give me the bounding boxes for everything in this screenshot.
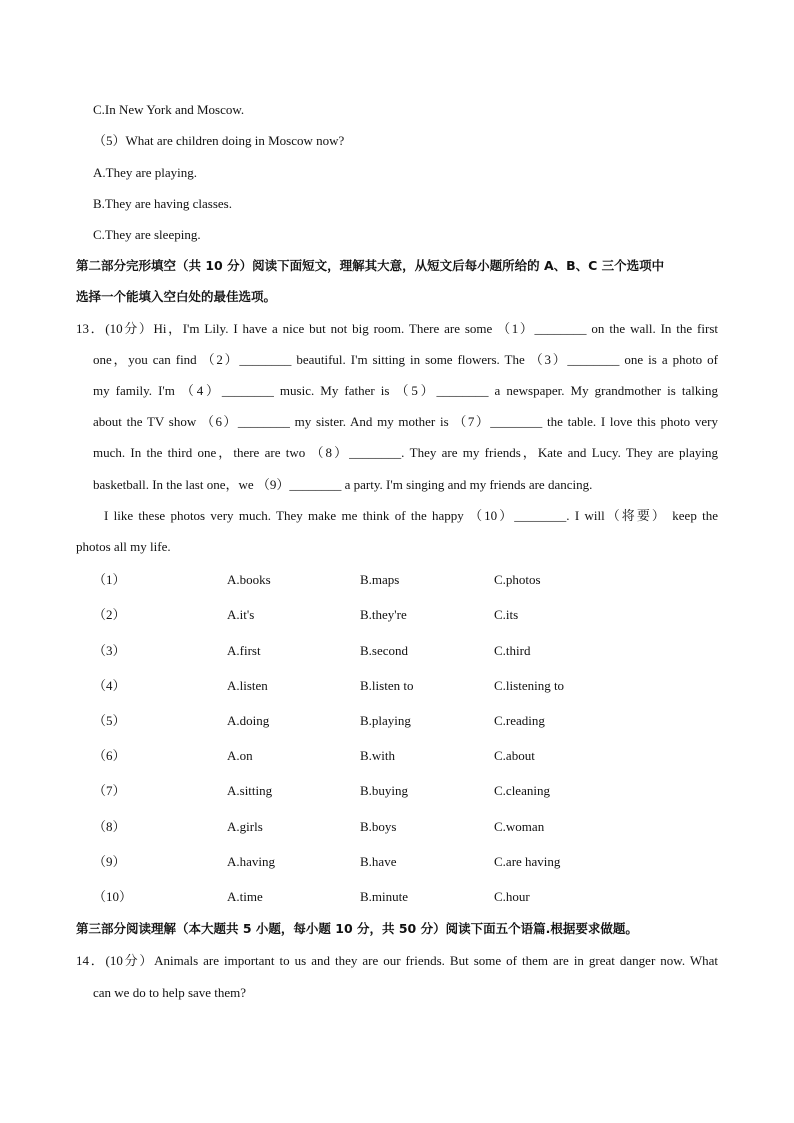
option-a: A.listen — [227, 678, 268, 693]
option-b: B.buying — [360, 783, 409, 798]
option-number: （5） — [93, 713, 126, 728]
option-a: A.time — [227, 889, 263, 904]
option-row — [0, 747, 794, 765]
option-number: （1） — [93, 572, 126, 587]
option-number: （4） — [93, 678, 126, 693]
option-b: B.have — [360, 854, 397, 869]
option-b: B.boys — [360, 819, 397, 834]
option-c-prev: C.In New York and Moscow. — [93, 102, 245, 117]
q13-passage-line-1: 13．(10分）Hi，I'm Lily. I have a nice but not big room. There are some （1）________ on the wall. In the first — [76, 321, 718, 336]
option-number: （3） — [93, 643, 126, 658]
option-b: B.listen to — [360, 678, 414, 693]
q13-passage-line-5: much. In the third one，there are two （8）________. They are my friends，Kate and Lucy. They are playing — [93, 445, 718, 460]
q14-line-2: can we do to help save them? — [93, 985, 247, 1000]
option-b: B.second — [360, 643, 409, 658]
q5-option-b: B.They are having classes. — [93, 196, 232, 211]
option-b: B.with — [360, 748, 396, 763]
q13-passage-line-2: one，you can find （2）________ beautiful. I'm sitting in some flowers. The （3）________ one is a photo of — [93, 352, 718, 367]
option-c: C.hour — [494, 889, 530, 904]
option-c: C.listening to — [494, 678, 565, 693]
q13-passage-line-8: photos all my life. — [76, 539, 171, 554]
option-b: B.playing — [360, 713, 411, 728]
option-a: A.it's — [227, 607, 255, 622]
option-row — [0, 888, 794, 906]
option-number: （9） — [93, 854, 126, 869]
option-number: （8） — [93, 819, 126, 834]
q5-option-c: C.They are sleeping. — [93, 227, 201, 242]
option-a: A.doing — [227, 713, 270, 728]
option-a: A.girls — [227, 819, 263, 834]
option-b: B.maps — [360, 572, 400, 587]
option-row — [0, 818, 794, 836]
option-c: C.are having — [494, 854, 561, 869]
option-c: C.reading — [494, 713, 545, 728]
option-row — [0, 571, 794, 589]
option-number: （2） — [93, 607, 126, 622]
option-a: A.sitting — [227, 783, 273, 798]
option-number: （6） — [93, 748, 126, 763]
option-c: C.third — [494, 643, 531, 658]
option-number: （7） — [93, 783, 126, 798]
option-row — [0, 677, 794, 695]
part3-heading: 第三部分阅读理解（本大题共 5 小题，每小题 10 分，共 50 分）阅读下面五个语篇.根据要求做题。 — [76, 921, 638, 936]
q13-passage-line-7: I like these photos very much. They make me think of the happy （10）________. I will（将要） keep the — [104, 508, 718, 523]
option-b: B.minute — [360, 889, 409, 904]
option-a: A.on — [227, 748, 253, 763]
option-c: C.woman — [494, 819, 545, 834]
option-a: A.first — [227, 643, 261, 658]
option-row — [0, 853, 794, 871]
q13-passage-line-6: basketball. In the last one，we （9）________ a party. I'm singing and my friends are dancing. — [93, 477, 593, 492]
option-row — [0, 782, 794, 800]
q13-passage-line-4: about the TV show （6）________ my sister. And my mother is （7）________ the table. I love this photo very — [93, 414, 718, 429]
option-row — [0, 606, 794, 624]
option-c: C.about — [494, 748, 535, 763]
option-c: C.photos — [494, 572, 541, 587]
option-row — [0, 642, 794, 660]
option-c: C.cleaning — [494, 783, 550, 798]
option-row — [0, 712, 794, 730]
question-5-stem: （5）What are children doing in Moscow now? — [93, 133, 345, 148]
option-c: C.its — [494, 607, 519, 622]
part2-heading-line2: 选择一个能填入空白处的最佳选项。 — [76, 289, 277, 304]
q5-option-a: A.They are playing. — [93, 165, 197, 180]
part2-heading-line1: 第二部分完形填空（共 10 分）阅读下面短文，理解其大意，从短文后每小题所给的 A、B、C 三个选项中 — [76, 258, 665, 273]
option-a: A.having — [227, 854, 276, 869]
option-a: A.books — [227, 572, 271, 587]
option-b: B.they're — [360, 607, 407, 622]
option-number: （10） — [93, 889, 133, 904]
q13-passage-line-3: my family. I'm （4）________ music. My father is （5）________ a newspaper. My grandmother is talking — [93, 383, 718, 398]
q14-line-1: 14．(10分）Animals are important to us and they are our friends. But some of them are in great danger now. What — [76, 953, 718, 968]
